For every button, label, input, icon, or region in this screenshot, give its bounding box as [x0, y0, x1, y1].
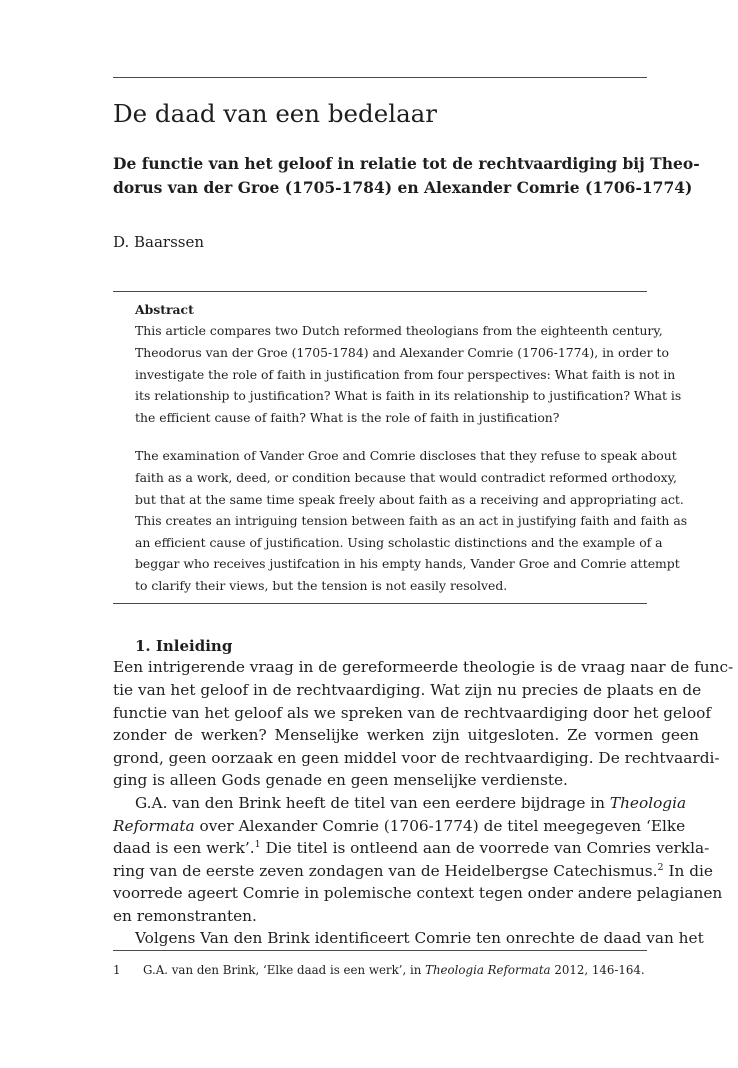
footnote-rule: [113, 950, 647, 951]
abstract-top-rule: [113, 291, 647, 292]
article-subtitle: [113, 152, 700, 200]
abstract-line: The examination of Vander Groe and Comrie discloses that they refuse to speak about: [135, 448, 677, 463]
footnote-text: G.A. van den Brink, ‘Elke daad is een werk’, in: [143, 963, 422, 977]
body-text-span: In die: [668, 862, 713, 880]
footnote-text: 2012, 146-164.: [554, 963, 645, 977]
footnote: [113, 961, 645, 979]
body-line: Een intrigerende vraag in de gereformeerde theologie is de vraag naar de func-: [113, 658, 734, 676]
journal-title: Theologia: [609, 794, 687, 812]
footnote-ref[interactable]: 2: [657, 862, 664, 873]
subtitle-line: De functie van het geloof in relatie tot de rechtvaardiging bij Theo-: [113, 154, 700, 173]
abstract-bottom-rule: [113, 603, 647, 604]
author: D. Baarssen: [113, 233, 205, 251]
top-rule: [113, 77, 647, 78]
abstract-line: to clarify their views, but the tension is not easily resolved.: [135, 578, 508, 593]
abstract-label: Abstract: [135, 302, 194, 317]
section-heading: 1. Inleiding: [135, 637, 233, 655]
footnote-ref[interactable]: 1: [254, 839, 261, 850]
body-text-span: daad is een werk’.: [113, 839, 255, 857]
body-line: ging is alleen Gods genade en geen menselijke verdienste.: [113, 771, 568, 789]
body-line: grond, geen oorzaak en geen middel voor de rechtvaardiging. De rechtvaardi-: [113, 749, 720, 767]
body-line: functie van het geloof als we spreken van de rechtvaardiging door het geloof: [113, 704, 712, 722]
article-title: De daad van een bedelaar: [113, 99, 438, 128]
abstract-line: beggar who receives justifcation in his empty hands, Vander Groe and Comrie attempt: [135, 556, 680, 571]
abstract-line: but that at the same time speak freely about faith as a receiving and appropriating act.: [135, 492, 684, 507]
abstract-line: This creates an intriguing tension between faith as an act in justifying faith and faith as: [135, 513, 688, 528]
body-line: Volgens Van den Brink identificeert Comrie ten onrechte de daad van het: [135, 929, 704, 947]
footnote-journal: Theologia Reformata: [425, 963, 551, 977]
body-line: [113, 860, 713, 883]
body-text-span: Die titel is ontleend aan de voorrede van Comries verkla-: [265, 839, 710, 857]
body-text-span: over Alexander Comrie (1706-1774) de titel meegegeven ‘Elke: [199, 817, 686, 835]
body-text-span: ring van de eerste zeven zondagen van de Heidelbergse Catechismus.: [113, 862, 658, 880]
body-line: [113, 815, 685, 838]
body-line: tie van het geloof in de rechtvaardiging. Wat zijn nu precies de plaats en de: [113, 681, 702, 699]
abstract-line: the efficient cause of faith? What is the role of faith in justification?: [135, 410, 560, 425]
abstract-line: investigate the role of faith in justification from four perspectives: What faith is not in: [135, 367, 676, 382]
body-line: [135, 792, 686, 815]
abstract-line: Theodorus van der Groe (1705-1784) and Alexander Comrie (1706-1774), in order to: [135, 345, 669, 360]
body-line: [113, 837, 709, 860]
body-line: zonder de werken? Menselijke werken zijn uitgesloten. Ze vormen geen: [113, 726, 699, 744]
abstract-line: an efficient cause of justification. Using scholastic distinctions and the example of a: [135, 535, 663, 550]
body-line: voorrede ageert Comrie in polemische context tegen onder andere pelagianen: [113, 884, 723, 902]
abstract-line: its relationship to justification? What is faith in its relationship to justification? What is: [135, 388, 682, 403]
body-line: en remonstranten.: [113, 907, 257, 925]
abstract-line: faith as a work, deed, or condition because that would contradict reformed orthodoxy,: [135, 470, 677, 485]
body-text-span: G.A. van den Brink heeft de titel van een eerdere bijdrage in: [135, 794, 605, 812]
subtitle-line: dorus van der Groe (1705-1784) en Alexander Comrie (1706-1774): [113, 178, 693, 197]
abstract-line: This article compares two Dutch reformed theologians from the eighteenth century,: [135, 323, 663, 338]
journal-title: Reformata: [113, 817, 195, 835]
footnote-number: 1: [113, 963, 121, 977]
